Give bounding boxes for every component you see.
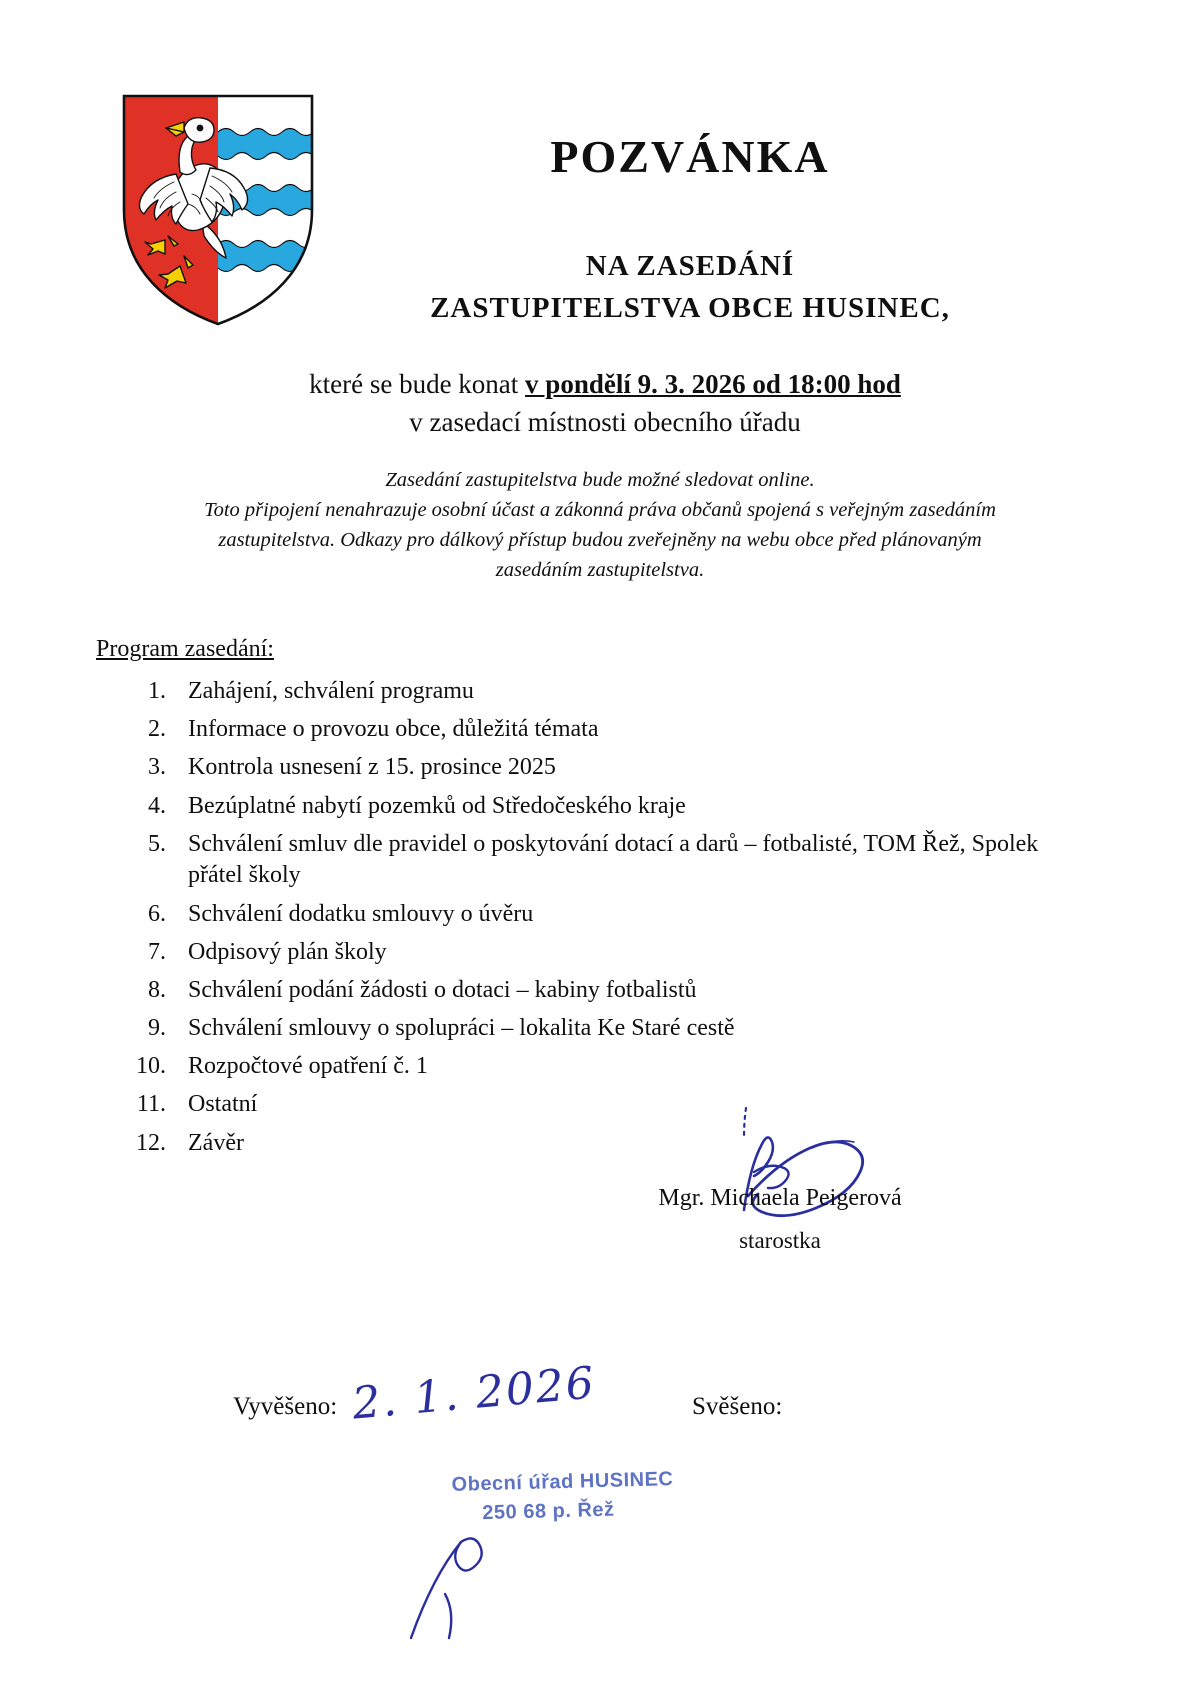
meeting-datetime-line [130, 365, 1080, 403]
program-item [96, 791, 1056, 823]
office-stamp-line-2: 250 68 p. Řež [482, 1498, 615, 1525]
program-item [96, 714, 1056, 746]
posted-date-handwritten: 2. 1. 2026 [350, 1357, 598, 1430]
program-item-text: Závěr [188, 1129, 244, 1156]
page-title: POZVÁNKA [550, 131, 830, 182]
program-item-text: Kontrola usnesení z 15. prosince 2025 [188, 754, 556, 781]
program-item-text: Informace o provozu obce, důležitá témata [188, 716, 599, 743]
program-item-number: 1. [148, 678, 166, 704]
program-item-number: 12. [136, 1129, 166, 1156]
program-item [96, 676, 1056, 708]
program-item-number: 8. [148, 976, 166, 1003]
online-note-line-4: zasedáním zastupitelstva. [495, 559, 705, 582]
program-item-number: 11. [136, 1091, 166, 1118]
posted-label: Vyvěšeno: [233, 1393, 338, 1420]
signer-name: Mgr. Michaela Peigerová [658, 1185, 902, 1211]
program-item-text: Schválení smlouvy o spolupráci – lokalita Ke Staré cestě [188, 1015, 735, 1042]
program-item-text: Odpisový plán školy [188, 938, 387, 965]
program-item [96, 1051, 1056, 1083]
program-item-number: 5. [148, 830, 166, 857]
program-item-text: Rozpočtové opatření č. 1 [188, 1053, 428, 1080]
program-item [96, 899, 1056, 931]
subtitle-line-1: NA ZASEDÁNÍ [585, 250, 795, 282]
program-item-number: 10. [136, 1053, 166, 1080]
online-note-line-1: Zasedání zastupitelstva bude možné sledovat online. [385, 469, 815, 491]
program-item-number: 6. [148, 900, 166, 927]
program-item [96, 752, 1056, 784]
program-item [96, 1013, 1056, 1045]
subtitle-line-2: ZASTUPITELSTVA OBCE HUSINEC, [430, 292, 950, 325]
date-emphasis: v pondělí 9. 3. 2026 od 18:00 hod [525, 369, 901, 399]
program-item-text: Schválení podání žádosti o dotaci – kabiny fotbalistů [188, 976, 697, 1003]
program-item-text: Zahájení, schválení programu [188, 678, 474, 704]
program-item [96, 937, 1056, 969]
program-item [96, 975, 1056, 1007]
program-item-text: Schválení smluv dle pravidel o poskytování dotací a darů – fotbalisté, TOM Řež, Spolek přátel školy [188, 830, 1039, 889]
program-item-number: 7. [148, 938, 166, 965]
program-item [96, 829, 1056, 892]
signer-role: starostka [739, 1228, 821, 1253]
program-item-text: Bezúplatné nabytí pozemků od Středočeského kraje [188, 792, 686, 819]
program-item-number: 9. [148, 1015, 166, 1042]
program-item-text: Schválení dodatku smlouvy o úvěru [188, 900, 534, 927]
online-note [115, 465, 1085, 586]
office-stamp-line-1: Obecní úřad HUSINEC [451, 1468, 674, 1496]
subtitle [340, 245, 1040, 329]
program-item-text: Ostatní [188, 1091, 258, 1118]
online-note-line-2: Toto připojení nenahrazuje osobní účast a zákonná práva občanů spojená s veřejným zasedáním [204, 499, 996, 522]
program-list [96, 676, 1056, 1166]
office-stamp [451, 1465, 674, 1529]
online-note-line-3: zastupitelstva. Odkazy pro dálkový přístup budou zveřejněny na webu obce před plánovaným [218, 529, 982, 552]
meeting-datetime-block [130, 365, 1080, 442]
coat-of-arms-icon [118, 90, 318, 330]
removed-label: Svěšeno: [692, 1393, 783, 1420]
meeting-venue: v zasedací místnosti obecního úřadu [409, 407, 801, 438]
program-item-number: 3. [148, 754, 166, 781]
program-item-number: 2. [148, 716, 166, 743]
program-item-number: 4. [148, 792, 166, 819]
program-heading: Program zasedání: [96, 636, 274, 662]
date-prefix: které se bude konat [309, 369, 526, 399]
